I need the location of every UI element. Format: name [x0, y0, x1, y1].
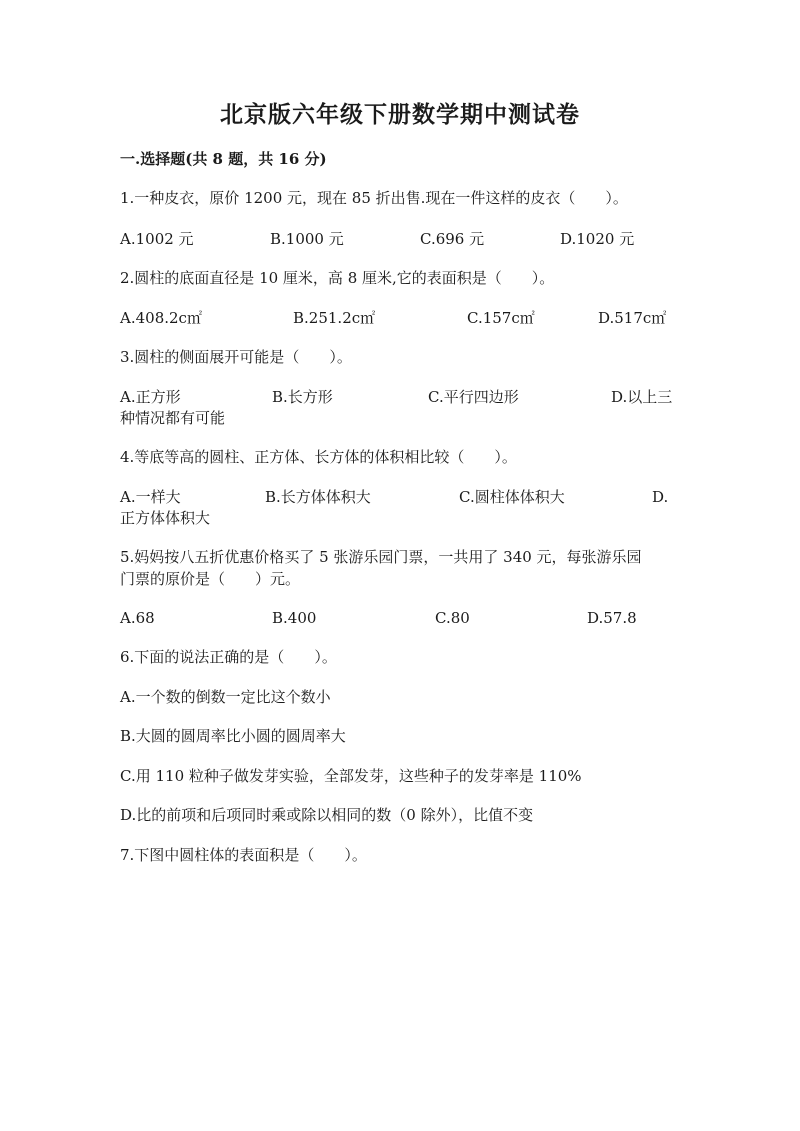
question-6-option-d: D.比的前项和后项同时乘或除以相同的数（0 除外），比值不变 — [120, 806, 534, 824]
question-6-stem: 6.下面的说法正确的是（ ）。 — [120, 648, 337, 666]
question-1-option-d: D.1020 元 — [560, 230, 635, 248]
question-5-option-b: B.400 — [272, 609, 317, 627]
question-4-stem: 4.等底等高的圆柱、正方体、长方体的体积相比较（ ）。 — [120, 448, 517, 466]
question-6-option-b: B.大圆的圆周率比小圆的圆周率大 — [120, 727, 346, 745]
question-4-option-d-continued: 正方体体积大 — [120, 509, 211, 527]
question-4-option-c: C.圆柱体体积大 — [459, 488, 565, 506]
question-4-option-a: A.一样大 — [120, 488, 181, 506]
question-1-option-a: A.1002 元 — [120, 230, 194, 248]
question-2-option-c: C.157c㎡ — [467, 309, 535, 327]
question-5-option-c: C.80 — [435, 609, 470, 627]
question-2-option-b: B.251.2c㎡ — [293, 309, 376, 327]
page-title: 北京版六年级下册数学期中测试卷 — [220, 101, 580, 128]
question-5-option-a: A.68 — [120, 609, 155, 627]
question-3-option-d: D.以上三 — [611, 388, 673, 406]
question-2-option-d: D.517c㎡ — [598, 309, 667, 327]
question-3-option-a: A.正方形 — [120, 388, 181, 406]
question-7-stem: 7.下图中圆柱体的表面积是（ ）。 — [120, 846, 367, 864]
question-3-option-d-continued: 种情况都有可能 — [120, 409, 226, 427]
question-6-option-a: A.一个数的倒数一定比这个数小 — [120, 688, 331, 706]
question-2-stem: 2.圆柱的底面直径是 10 厘米，高 8 厘米,它的表面积是（ ）。 — [120, 269, 555, 287]
question-5-option-d: D.57.8 — [587, 609, 637, 627]
question-2-option-a: A.408.2c㎡ — [120, 309, 202, 327]
question-3-option-b: B.长方形 — [272, 388, 333, 406]
question-1-option-b: B.1000 元 — [270, 230, 344, 248]
section-heading: 一.选择题(共 8 题，共 16 分) — [120, 150, 327, 168]
question-5-stem-line-2: 门票的原价是（ ）元。 — [120, 570, 301, 588]
question-5-stem-line-1: 5.妈妈按八五折优惠价格买了 5 张游乐园门票，一共用了 340 元，每张游乐园 — [120, 548, 642, 566]
question-6-option-c: C.用 110 粒种子做发芽实验，全部发芽，这些种子的发芽率是 110% — [120, 767, 582, 785]
question-3-stem: 3.圆柱的侧面展开可能是（ ）。 — [120, 348, 352, 366]
question-1-stem: 1.一种皮衣，原价 1200 元，现在 85 折出售.现在一件这样的皮衣（ ）。 — [120, 189, 628, 207]
question-3-option-c: C.平行四边形 — [428, 388, 519, 406]
question-4-option-d: D. — [652, 488, 669, 506]
question-1-option-c: C.696 元 — [420, 230, 485, 248]
question-4-option-b: B.长方体体积大 — [265, 488, 371, 506]
